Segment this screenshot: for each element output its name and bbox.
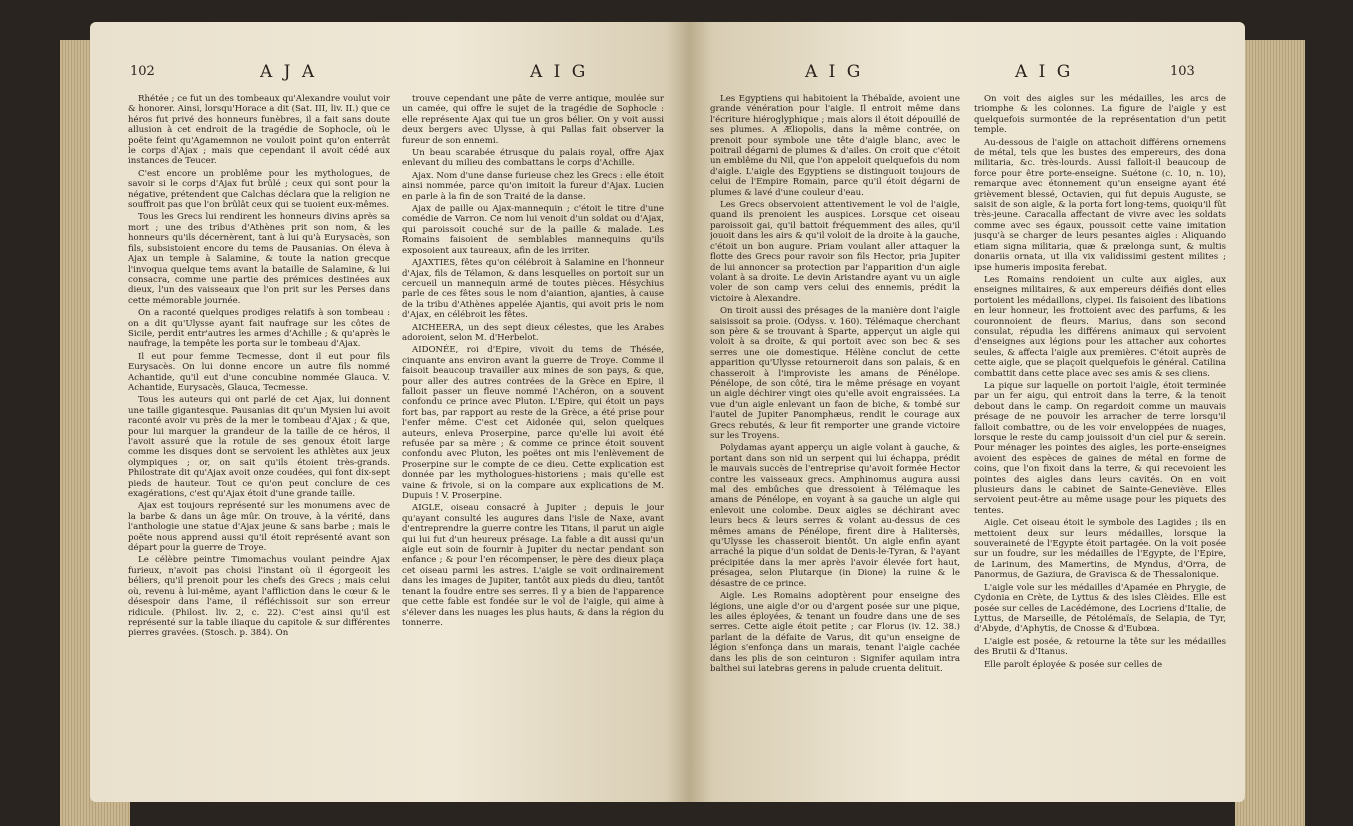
paragraph: Les Romains rendoient un culte aux aigles, aux enseignes militaires, & aux empereurs déifiés dont elles portoient les médaillons, clypei. Ils faisoient des libations en leur honneur, les frottoient avec des parfums, & les couronnoient de fleurs. Marius, dans son second consulat, répudia les différens animaux qui servoient d'enseignes aux légions pour les attacher aux cohortes seules, & affecta l'aigle aux premières. C'étoit auprès de cette aigle, que se plaçoit quelquefois le général. Catilina combattit dans cette place avec ses amis & ses cliens. xyxy=(974,274,1226,379)
text-column-1 xyxy=(710,94,960,774)
paragraph: Tous les auteurs qui ont parlé de cet Ajax, lui donnent une taille gigantesque. Pausanias dit qu'un Mysien lui avoit raconté avoir vu près de la mer le tombeau d'Ajax ; & que, pour lui marquer la grandeur de la taille de ce héros, il l'avoit assuré que la rotule de ses genoux étoit large comme les disques dont se servoient les athlètes aux jeux olympiques ; or, on sait qu'ils étoient très-grands. Philostrate dit qu'Ajax avoit onze coudées, qui font dix-sept pieds de hauteur. Tout ce qu'on peut conclure de ces exagérations, c'est qu'Ajax étoit d'une grande taille. xyxy=(128,395,390,500)
paragraph: Aigle. Cet oiseau étoit le symbole des Lagides ; ils en mettoient deux sur leurs médailles, lorsque la souveraineté de l'Egypte étoit partagée. On la voit posée sur un foudre, sur les médailles de l'Egypte, de l'Epire, de Larinum, des Mamertins, de Myndus, d'Orra, de Panormus, de Gaziura, de Gravisca & de Thessalonique. xyxy=(974,518,1226,581)
paragraph: Ajax de paille ou Ajax-mannequin ; c'étoit le titre d'une comédie de Varron. Ce nom lui venoit d'un soldat ou d'Ajax, qui paroissoit couché sur de la paille & malade. Les Romains faisoient de semblables mannequins qu'ils exposoient aux taureaux, afin de les irriter. xyxy=(402,204,664,256)
paragraph: Le célèbre peintre Timomachus voulant peindre Ajax furieux, n'avoit pas choisi l'instant où il égorgeoit les béliers, qu'il prenoit pour les chefs des Grecs ; mais celui où, revenu à lui-même, ayant l'affliction dans le cœur & le désespoir dans l'ame, il réfléchissoit sur son erreur ridicule. (Philost. liv. 2, c. 22). C'est ainsi qu'il est représenté sur la table iliaque du capitole & sur différentes pierres gravées. (Stosch. p. 384). On xyxy=(128,555,390,639)
paragraph: trouve cependant une pâte de verre antique, moulée sur un camée, qui offre le sujet de la tragédie de Sophocle : elle représente Ajax qui tue un gros bélier. On y voit aussi deux bergers avec Ulysse, à qui Pallas fait observer la fureur de son ennemi. xyxy=(402,94,664,146)
paragraph: Les Egyptiens qui habitoient la Thébaïde, avoient une grande vénération pour l'aigle. Il entroit même dans l'écriture hiéroglyphique ; mais alors il étoit dépouillé de ses plumes. A Æliopolis, dans la même contrée, on prenoit pour symbole une tête d'aigle blanc, avec le poitrail dégarni de plumes & d'ailes. On croit que c'étoit un emblême du Nil, que l'on appeloit quelquefois du nom d'aigle. L'aigle des Egyptiens se distinguoit toujours de celui de l'Empire Romain, parce qu'il étoit dégarni de plumes & lavé d'une couleur d'eau. xyxy=(710,94,960,198)
paragraph: Tous les Grecs lui rendirent les honneurs divins après sa mort ; une des tribus d'Athènes prit son nom, & les honneurs qu'ils décernèrent, tant à lui qu'à Eurysacès, son fils, subsistoient encore du tems de Pausanias. On éleva à Ajax un temple à Salamine, & toute la nation grecque l'invoqua quelque tems avant la bataille de Salamine, & lui consacra, comme une partie des prémices destinées aux dieux, l'un des vaisseaux que l'on prit sur les Perses dans cette mémorable journée. xyxy=(128,212,390,306)
text-column-1 xyxy=(128,94,390,774)
paragraph: On tiroit aussi des présages de la manière dont l'aigle saisissoit sa proie. (Odyss. v. 160). Télémaque cherchant son père & se trouvant à Sparte, apperçut un aigle qui voloit à sa droite, & qui portoit avec son bec & ses serres une oie domestique. Hélène conclut de cette apparition qu'Ulysse retourneroit dans son palais, & en chasseroit à l'improviste les amans de Pénélope. Pénélope, de son côté, tira le même présage en voyant un aigle déchirer vingt oies qu'elle avoit engraissées. La vue d'un aigle enlevant un faon de biche, & tombé sur l'autel de Jupiter Panomphæus, rendit le courage aux Grecs rebutés, & leur fit remporter une grande victoire sur les Troyens. xyxy=(710,306,960,441)
paragraph: AJAXTIES, fêtes qu'on célébroit à Salamine en l'honneur d'Ajax, fils de Télamon, & dans lesquelles on portoit sur un cercueil un mannequin armé de toutes pièces. Hésychius parle de ces fêtes sous le nom d'aiantion, ajanties, à cause de la tribu d'Athènes appelée Ajantis, qui avoit pris le nom d'Ajax, en célébroit les fêtes. xyxy=(402,258,664,321)
page-number: 103 xyxy=(1170,64,1195,79)
paragraph: C'est encore un problême pour les mythologues, de savoir si le corps d'Ajax fut brûlé ; ceux qui sont pour la négative, prétendent que Calchas déclara que la religion ne souffroit pas que l'on brûlât ceux qui se tuoient eux-mêmes. xyxy=(128,168,390,211)
text-column-2 xyxy=(402,94,664,774)
text-column-2 xyxy=(974,94,1226,774)
paragraph: Polydamas ayant apperçu un aigle volant à gauche, & portant dans son nid un serpent qui lui échappa, prédit le mauvais succès de l'entreprise qu'avoit formée Hector contre les vaisseaux grecs. Amphinomus augura aussi mal des embûches que dressoient à Télémaque les amans de Pénélope, en voyant à sa gauche un aigle qui enlevoit une colombe. Deux aigles se déchirant avec leurs becs & leurs serres & volant au-dessus de ces mêmes amans de Pénélope, firent dire à Halitersès, qu'Ulysse les chasseroit bientôt. Un aigle enfin ayant arraché la pique d'un soldat de Denis-le-Tyran, & l'ayant précipitée dans la mer après l'avoir élevée fort haut, présagea, selon Plutarque (in Dione) la ruine & le désastre de ce prince. xyxy=(710,443,960,589)
paragraph: Il eut pour femme Tecmesse, dont il eut pour fils Eurysacès. On lui donne encore un autre fils nommé Achantide, qu'il eut d'une concubine nommée Glauca. V. Achantide, Eurysacès, Glauca, Tecmesse. xyxy=(128,351,390,393)
running-header-right: A I G xyxy=(1015,62,1074,82)
paragraph: AIDONÉE, roi d'Epire, vivoit du tems de Thésée, cinquante ans environ avant la guerre de Troye. Comme il faisoit beaucoup travailler aux mines de son pays, & que, pour aller des autres contrées de la Grèce en Epire, il falloit passer un fleuve nommé l'Achéron, on a souvent confondu ce prince avec Pluton. L'Epire, qui étoit un pays fort bas, par rapport au reste de la Grèce, a été prise pour l'enfer même. C'est cet Aidonée qui, selon quelques auteurs, enleva Proserpine, parce qu'elle lui avoit été refusée par sa mère ; & comme ce prince étoit souvent confondu avec Pluton, les poëtes ont mis l'enlèvement de Proserpine sur le compte de ce dieu. Cette explication est donnée par les mythologues-historiens ; mais qu'elle est vaine & frivole, si on la compare aux explications de M. Dupuis ! V. Proserpine. xyxy=(402,345,664,502)
paragraph: AIGLE, oiseau consacré à Jupiter ; depuis le jour qu'ayant consulté les augures dans l'isle de Naxe, avant d'entreprendre la guerre contre les Titans, il parut un aigle qui lui fut d'un heureux présage. La fable a dit aussi qu'un aigle eut soin de fournir à Jupiter du nectar pendant son enfance ; & pour l'en récompenser, le père des dieux plaça cet oiseau parmi les astres. L'aigle se voit ordinairement dans les images de Jupiter, tantôt aux pieds du dieu, tantôt tenant la foudre entre ses serres. Il y a bien de l'apparence que cette fable est fondée sur le vol de l'aigle, qui aime à s'élever dans les nuages les plus hauts, & dans la région du tonnerre. xyxy=(402,503,664,628)
paragraph: On voit des aigles sur les médailles, les arcs de triomphe & les colonnes. La figure de l'aigle y est quelquefois surmontée de la représentation d'un petit temple. xyxy=(974,94,1226,136)
paragraph: Ajax. Nom d'une danse furieuse chez les Grecs : elle étoit ainsi nommée, parce qu'on imitoit la fureur d'Ajax. Lucien en parle à la fin de son Traité de la danse. xyxy=(402,170,664,202)
paragraph: On a raconté quelques prodiges relatifs à son tombeau : on a dit qu'Ulysse ayant fait naufrage sur les côtes de Sicile, perdit entr'autres les armes d'Achille ; & qu'après le naufrage, la tempête les porta sur le tombeau d'Ajax. xyxy=(128,308,390,350)
paragraph: Au-dessous de l'aigle on attachoit différens ornemens de métal, tels que les bustes des empereurs, des dona militaria, &c. très-lourds. Aussi falloit-il beaucoup de force pour être porte-enseigne. Suétone (c. 10, n. 10), remarque avec étonnement qu'un enseigne ayant été grièvement blessé, Octavien, qui fut depuis Auguste, se saisit de son aigle, & la porta fort long-tems, quoiqu'il fût très-jeune. Caracalla affectant de vivre avec les soldats comme avec ses égaux, poussoit cette vaine imitation jusqu'à se charger de leurs pesantes aigles : Aliquando etiam signa militaria, quæ & prælonga sunt, & multis donariis ornata, ut illa vix validissimi gestent milites ; ipse humeris imposita ferebat. xyxy=(974,137,1226,273)
running-header-right: A I G xyxy=(530,62,589,82)
paragraph: AICHEERA, un des sept dieux célestes, que les Arabes adoroient, selon M. d'Herbelot. xyxy=(402,322,664,343)
paragraph: Rhétée ; ce fut un des tombeaux qu'Alexandre voulut voir & honorer. Ainsi, lorsqu'Horace a dit (Sat. III, liv. II.) que ce héros fut privé des honneurs funèbres, il a fait sans doute allusion à cet endroit de la tragédie de Sophocle, où le poëte feint qu'Agamemnon ne vouloit point qu'on enterrât le corps d'Ajax ; mais que cependant il avoit cédé aux instances de Teucer. xyxy=(128,94,390,167)
paragraph: Un beau scarabée étrusque du palais royal, offre Ajax enlevant du milieu des combattans le corps d'Achille. xyxy=(402,148,664,169)
paragraph: Ajax est toujours représenté sur les monumens avec de la barbe & dans un âge mûr. On trouve, à la vérité, dans l'anthologie une statue d'Ajax jeune & sans barbe ; mais le poëte nous apprend aussi qu'il étoit représenté avant son départ pour la guerre de Troye. xyxy=(128,501,390,554)
paragraph: L'aigle vole sur les médailles d'Apamée en Phrygie, de Cydonia en Crète, de Lyttus & des isles Clèides. Elle est posée sur celles de Lacédémone, des Locriens d'Italie, de Lyttus, de Marseille, de Pétolémaïs, de Selapia, de Tyr, d'Abyde, d'Aphytis, de Cnosse & d'Eubœa. xyxy=(974,582,1226,635)
paragraph: Les Grecs observoient attentivement le vol de l'aigle, quand ils prenoient les auspices. Lorsque cet oiseau paroissoit gai, qu'il battoit fréquemment des ailes, qu'il jouoit dans les airs & qu'il voloit de la droite à la gauche, c'étoit un bon augure. Priam voulant aller attaquer la flotte des Grecs pour ravoir son fils Hector, pria Jupiter de lui annoncer sa protection par l'apparition d'un aigle volant à sa droite. Le devin Aristandre ayant vu un aigle voler de son camp vers celui des ennemis, prédit la victoire à Alexandre. xyxy=(710,200,960,304)
right-page xyxy=(690,22,1245,802)
page-edges-right xyxy=(1235,40,1305,826)
paragraph: L'aigle est posée, & retourne la tête sur les médailles des Brutii & d'Itanus. xyxy=(974,636,1226,658)
paragraph: Aigle. Les Romains adoptèrent pour enseigne des légions, une aigle d'or ou d'argent posée sur une pique, les ailes éployées, & tenant un foudre dans une de ses serres. Cette aigle étoit petite ; car Florus (iv. 12. 38.) parlant de la défaite de Varus, dit qu'un enseigne de légion s'enfonça dans un marais, tenant l'aigle cachée dans les plis de son ceinturon : Signifer aquilam intra balthei sui latebras gerens in palude cruenta delituit. xyxy=(710,591,960,674)
left-page xyxy=(90,22,690,802)
running-header-left: A J A xyxy=(260,62,318,82)
paragraph: Elle paroît éployée & posée sur celles de xyxy=(984,659,1163,670)
paragraph: La pique sur laquelle on portoit l'aigle, étoit terminée par un fer aigu, qui entroit dans la terre, & la tenoit debout dans le camp. On regardoit comme un mauvais présage de ne pouvoir les arracher de terre lorsqu'il falloit combattre, ou de les voir enveloppées de nuages, lorsque le reste du camp jouissoit d'un ciel pur & serein. Pour ménager les pointes des aigles, les porte-enseignes avoient des espèces de gaines de métal en forme de coins, que l'on fixoit dans la terre, & qui recevoient les pointes des aigles dans leurs cavités. On en voit plusieurs dans le cabinet de Sainte-Geneviève. Elles servoient peut-être au même usage pour les piquets des tentes. xyxy=(974,380,1226,516)
page-number: 102 xyxy=(130,64,155,79)
running-header-left: A I G xyxy=(805,62,864,82)
